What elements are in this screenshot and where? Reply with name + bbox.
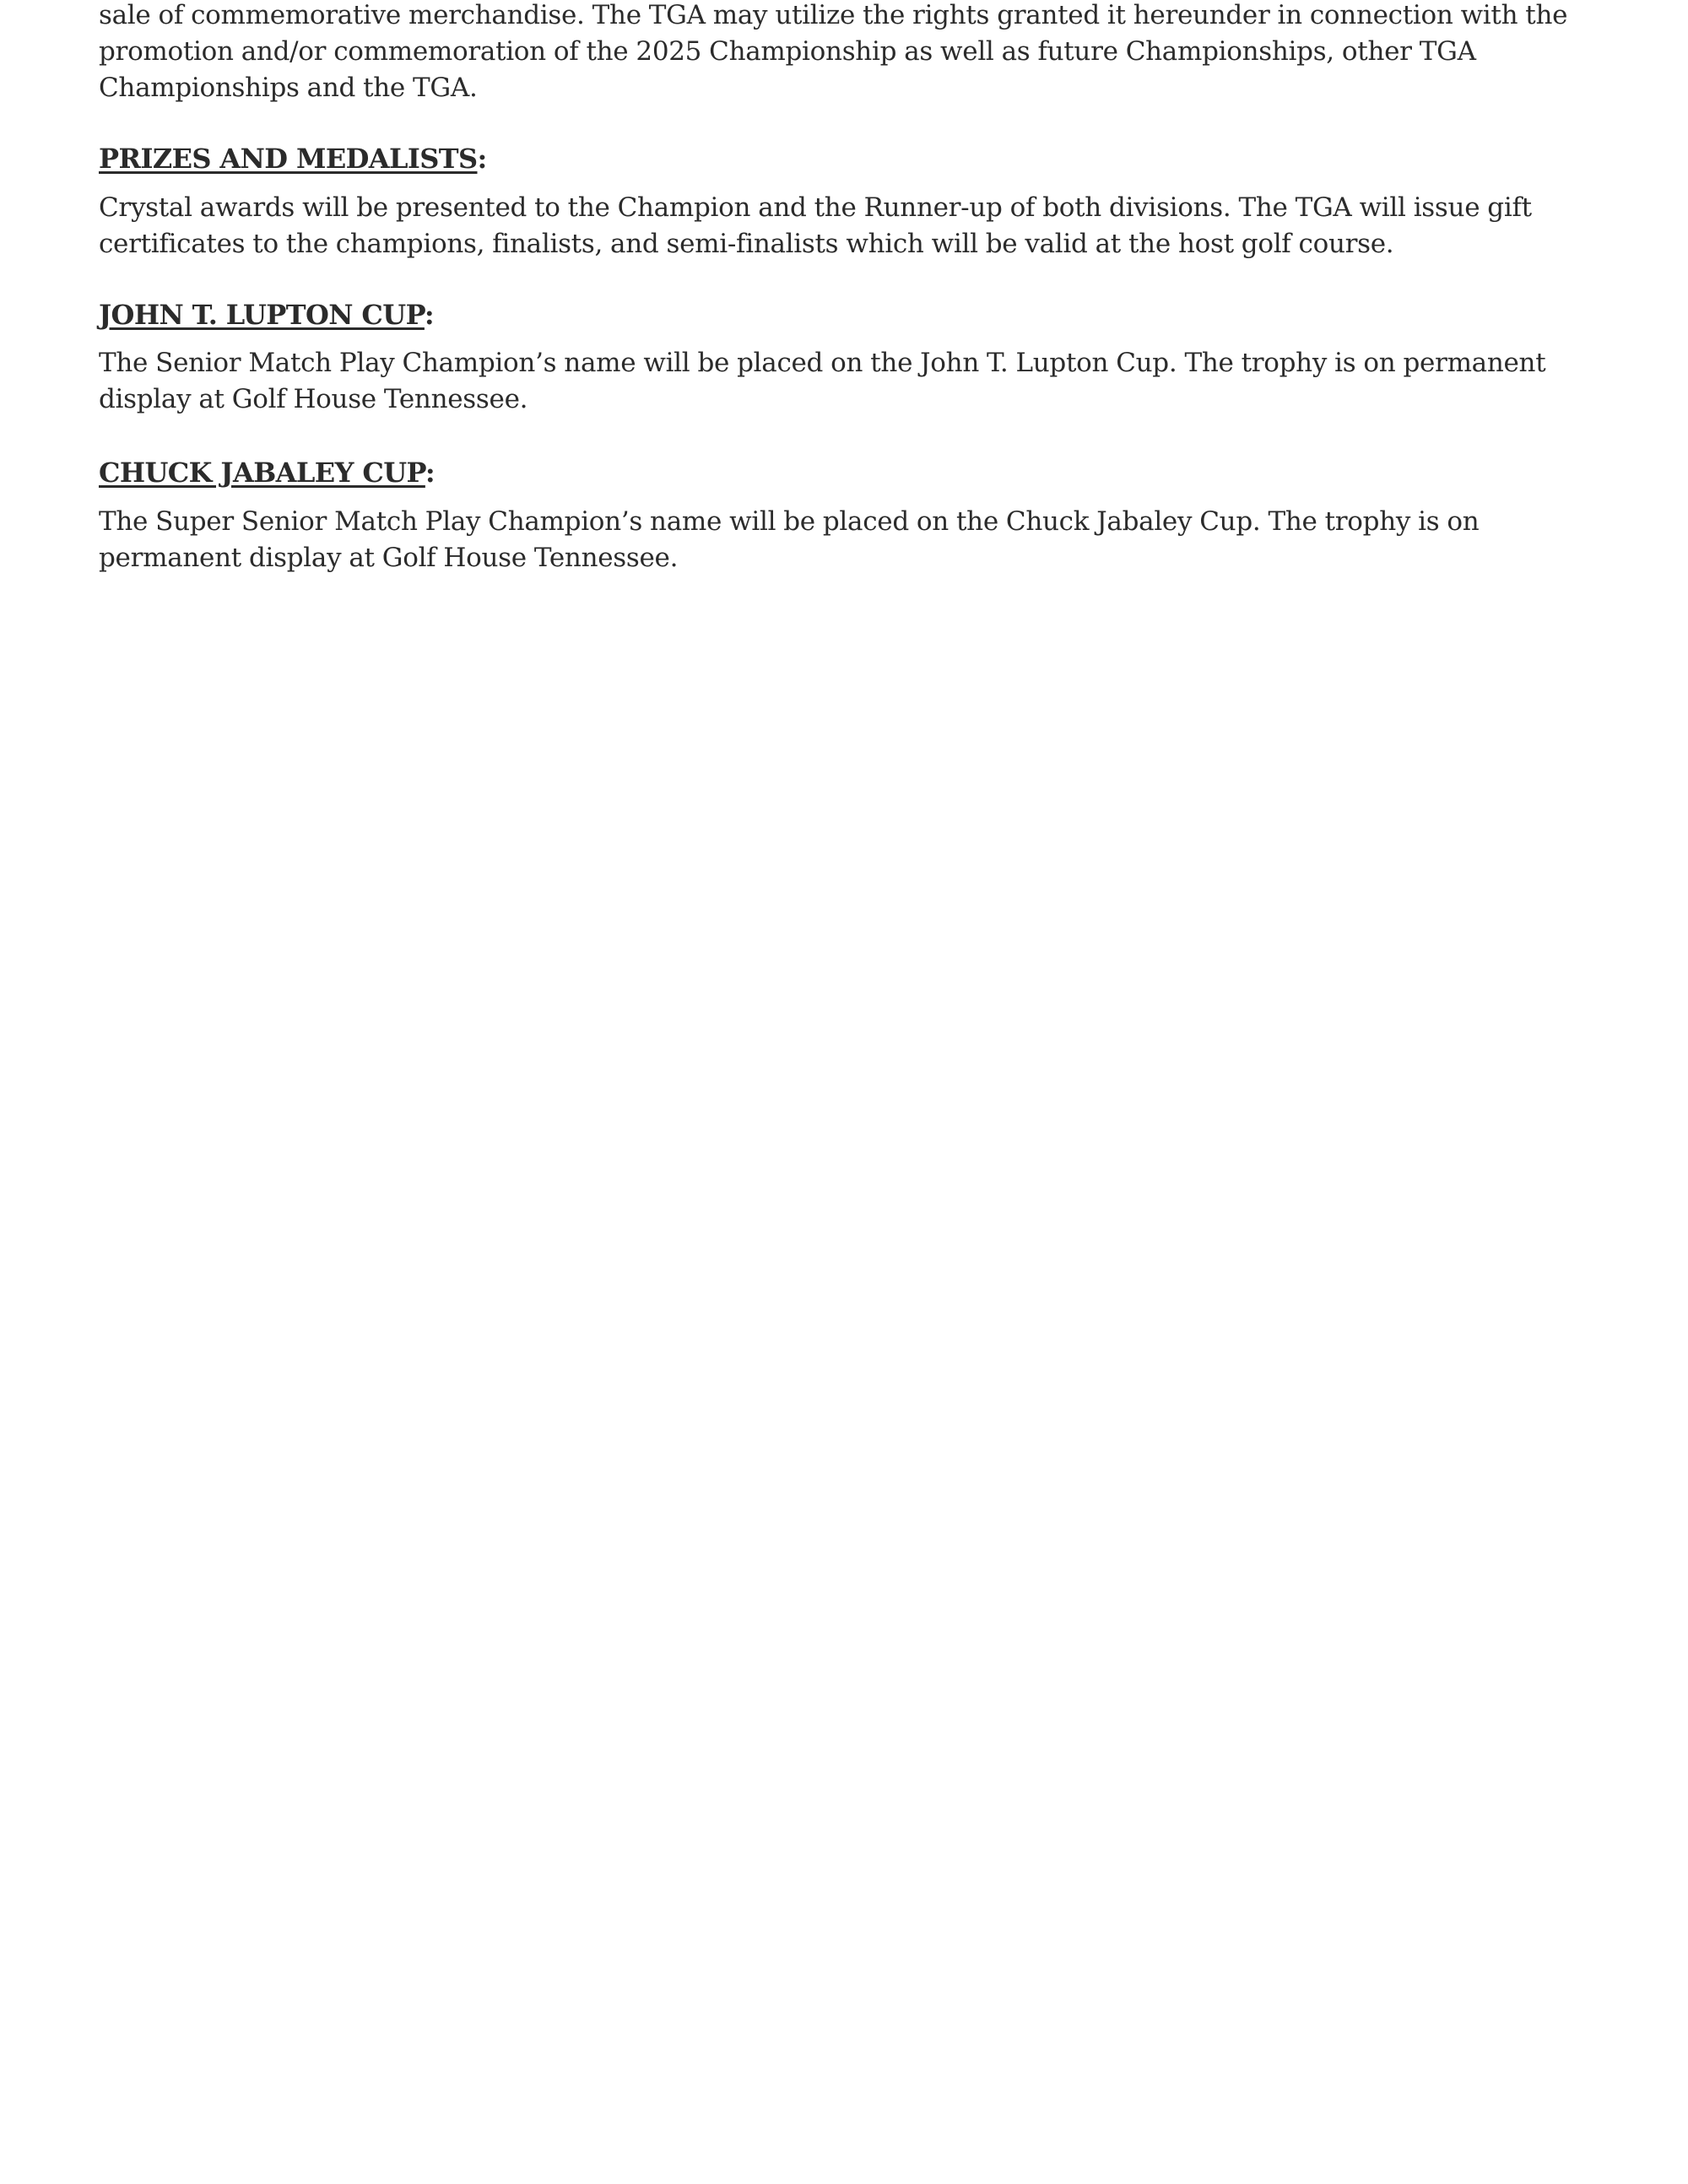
- jabaley-heading-text: CHUCK JABALEY CUP: [99, 457, 425, 489]
- prizes-and-medalists-heading: [99, 140, 487, 177]
- intro-paragraph: sale of commemorative merchandise. The TGA may utilize the rights granted it hereunder in connection with the promotion and/or commemoration of the 2025 Championship as well as future Championships, other TGA Championships and the TGA.: [99, 0, 1568, 103]
- chuck-jabaley-cup-paragraph: The Super Senior Match Play Champion’s name will be placed on the Chuck Jabaley Cup. The trophy is on permanent display at Golf House Tennessee.: [99, 506, 1480, 573]
- lupton-heading-colon: :: [424, 299, 435, 331]
- prizes-heading-colon: :: [477, 143, 487, 175]
- chuck-jabaley-cup-heading: [99, 454, 435, 491]
- prizes-and-medalists-paragraph: Crystal awards will be presented to the Champion and the Runner-up of both divisions. The TGA will issue gift certificates to the champions, finalists, and semi-finalists which will be valid at the host golf course.: [99, 192, 1532, 259]
- john-t-lupton-cup-heading: [99, 296, 434, 333]
- lupton-heading-text: JOHN T. LUPTON CUP: [99, 299, 425, 331]
- john-t-lupton-cup-paragraph: The Senior Match Play Champion’s name will be placed on the John T. Lupton Cup. The trophy is on permanent display at Golf House Tennessee.: [99, 348, 1546, 414]
- jabaley-heading-colon: :: [425, 457, 436, 489]
- prizes-heading-text: PRIZES AND MEDALISTS: [99, 143, 478, 175]
